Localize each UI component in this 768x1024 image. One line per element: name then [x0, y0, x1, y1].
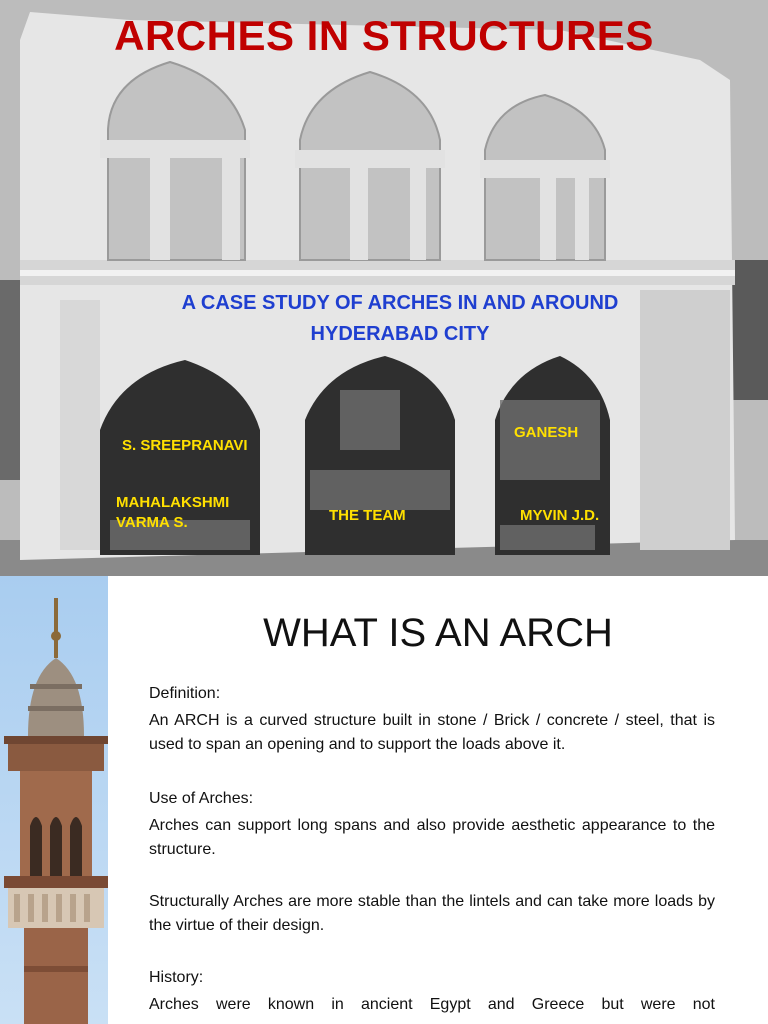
slide-title: WHAT IS AN ARCH — [263, 611, 613, 655]
slide-title: ARCHES IN STRUCTURES — [114, 12, 654, 59]
team-member-ganesh: GANESH — [514, 424, 579, 441]
history-label: History: — [149, 969, 204, 986]
definition-slide — [0, 576, 768, 1024]
slide-subtitle — [140, 288, 660, 350]
use-text: Arches can support long spans and also provide aesthetic appearance to the structure. — [149, 817, 715, 858]
team-label: THE TEAM — [329, 507, 406, 524]
team-member-mahalakshmi — [116, 493, 229, 533]
stability-text: Structurally Arches are more stable than the lintels and can take more loads by the virtue of their design. — [149, 893, 715, 934]
use-label: Use of Arches: — [149, 790, 254, 807]
subtitle-line-1: A CASE STUDY OF ARCHES IN AND AROUND — [181, 292, 619, 314]
definition-label: Definition: — [149, 685, 221, 702]
team-member-mahalakshmi-line-1: MAHALAKSHMI — [116, 494, 230, 511]
team-member-mahalakshmi-line-2: VARMA S. — [116, 514, 188, 531]
minaret-photo — [0, 576, 108, 1024]
team-member-sreepranavi: S. SREEPRANAVI — [122, 437, 248, 454]
subtitle-line-2: HYDERABAD CITY — [310, 323, 490, 345]
definition-text: An ARCH is a curved structure built in stone / Brick / concrete / steel, that is used to span an opening and to support the loads above it. — [149, 712, 715, 753]
team-member-myvin: MYVIN J.D. — [520, 507, 600, 524]
history-text: Arches were known in ancient Egypt and Greece but were not — [149, 996, 715, 1013]
